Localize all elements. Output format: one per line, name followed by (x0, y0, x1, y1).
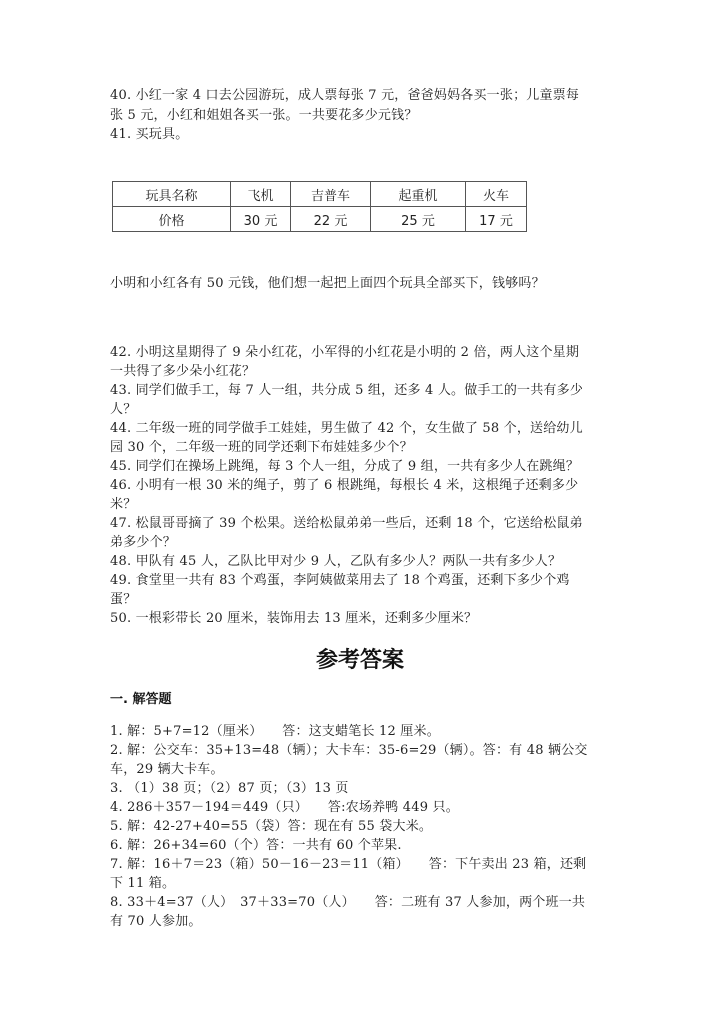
answer-3: 3. （1）38 页；（2）87 页；（3）13 页 (110, 781, 349, 796)
question-43-line-2: 人？ (110, 402, 137, 417)
question-44-line-1: 44. 二年级一班的同学做手工娃娃，男生做了 42 个，女生做了 58 个，送给幼儿 (110, 421, 583, 436)
table-cell: 价格 (113, 207, 231, 232)
question-50: 50. 一根彩带长 20 厘米，装饰用去 13 厘米，还剩多少厘米？ (110, 611, 478, 626)
table-cell: 25 元 (371, 207, 466, 232)
question-44-line-2: 园 30 个，二年级一班的同学还剩下布娃娃多少个？ (110, 440, 413, 455)
table-row (113, 182, 527, 207)
question-46-line-1: 46. 小明有一根 30 米的绳子，剪了 6 根跳绳，每根长 4 米，这根绳子还剩多少 (110, 478, 579, 493)
question-47-line-1: 47. 松鼠哥哥摘了 39 个松果。送给松鼠弟弟一些后，还剩 18 个，它送给松鼠弟 (110, 516, 583, 531)
table-cell: 30 元 (231, 207, 291, 232)
answer-7-line-1: 7. 解：16＋7＝23（箱）50－16－23＝11（箱） 答：下午卖出 23 箱，还剩 (110, 857, 587, 872)
answer-5: 5. 解：42-27+40=55（袋）答：现在有 55 袋大米。 (110, 819, 433, 834)
question-40-line-1: 40. 小红一家 4 口去公园游玩，成人票每张 7 元，爸爸妈妈各买一张；儿童票每 (110, 88, 580, 103)
question-41-prompt: 小明和小红各有 50 元钱，他们想一起把上面四个玩具全部买下，钱够吗？ (110, 276, 545, 291)
table-header-cell: 吉普车 (291, 182, 371, 207)
table-header-cell: 飞机 (231, 182, 291, 207)
table-header-cell: 玩具名称 (113, 182, 231, 207)
toy-price-table (112, 181, 527, 232)
question-48: 48. 甲队有 45 人，乙队比甲对少 9 人，乙队有多少人？两队一共有多少人？ (110, 554, 562, 569)
answer-2-line-1: 2. 解：公交车：35+13=48（辆）；大卡车：35-6=29（辆）。答：有 48 辆公交 (110, 743, 588, 758)
answer-4: 4. 286＋357－194＝449（只） 答:农场养鸭 449 只。 (110, 800, 459, 815)
answer-6: 6. 解：26+34=60（个）答：一共有 60 个苹果. (110, 838, 402, 853)
question-46-line-2: 米？ (110, 497, 137, 512)
question-40-line-2: 张 5 元，小红和姐姐各买一张。一共要花多少元钱？ (110, 108, 418, 123)
answer-8-line-1: 8. 33＋4=37（人） 37＋33=70（人） 答：二班有 37 人参加，两个班一共 (110, 895, 586, 910)
question-42-line-2: 一共得了多少朵小红花？ (110, 364, 256, 379)
question-41: 41. 买玩具。 (110, 127, 189, 142)
answer-1: 1. 解：5+7=12（厘米） 答：这支蜡笔长 12 厘米。 (110, 724, 440, 739)
question-49-line-1: 49. 食堂里一共有 83 个鸡蛋，李阿姨做菜用去了 18 个鸡蛋，还剩下多少个鸡 (110, 573, 570, 588)
question-45: 45. 同学们在操场上跳绳，每 3 个人一组，分成了 9 组，一共有多少人在跳绳？ (110, 459, 580, 474)
table-row (113, 207, 527, 232)
answer-2-line-2: 车，29 辆大卡车。 (110, 762, 224, 777)
question-47-line-2: 弟多少个？ (110, 535, 177, 550)
question-43-line-1: 43. 同学们做手工，每 7 人一组，共分成 5 组，还多 4 人。做手工的一共有多少 (110, 383, 584, 398)
table-cell: 22 元 (291, 207, 371, 232)
answer-7-line-2: 下 11 箱。 (110, 876, 176, 891)
table-header-cell: 火车 (466, 182, 527, 207)
question-49-line-2: 蛋？ (110, 592, 137, 607)
table-cell: 17 元 (466, 207, 527, 232)
section-heading: 一. 解答题 (110, 692, 172, 707)
answer-8-line-2: 有 70 人参加。 (110, 914, 202, 929)
answer-key-title: 参考答案 (315, 648, 404, 673)
table-header-cell: 起重机 (371, 182, 466, 207)
question-42-line-1: 42. 小明这星期得了 9 朵小红花，小军得的小红花是小明的 2 倍，两人这个星期 (110, 345, 580, 360)
